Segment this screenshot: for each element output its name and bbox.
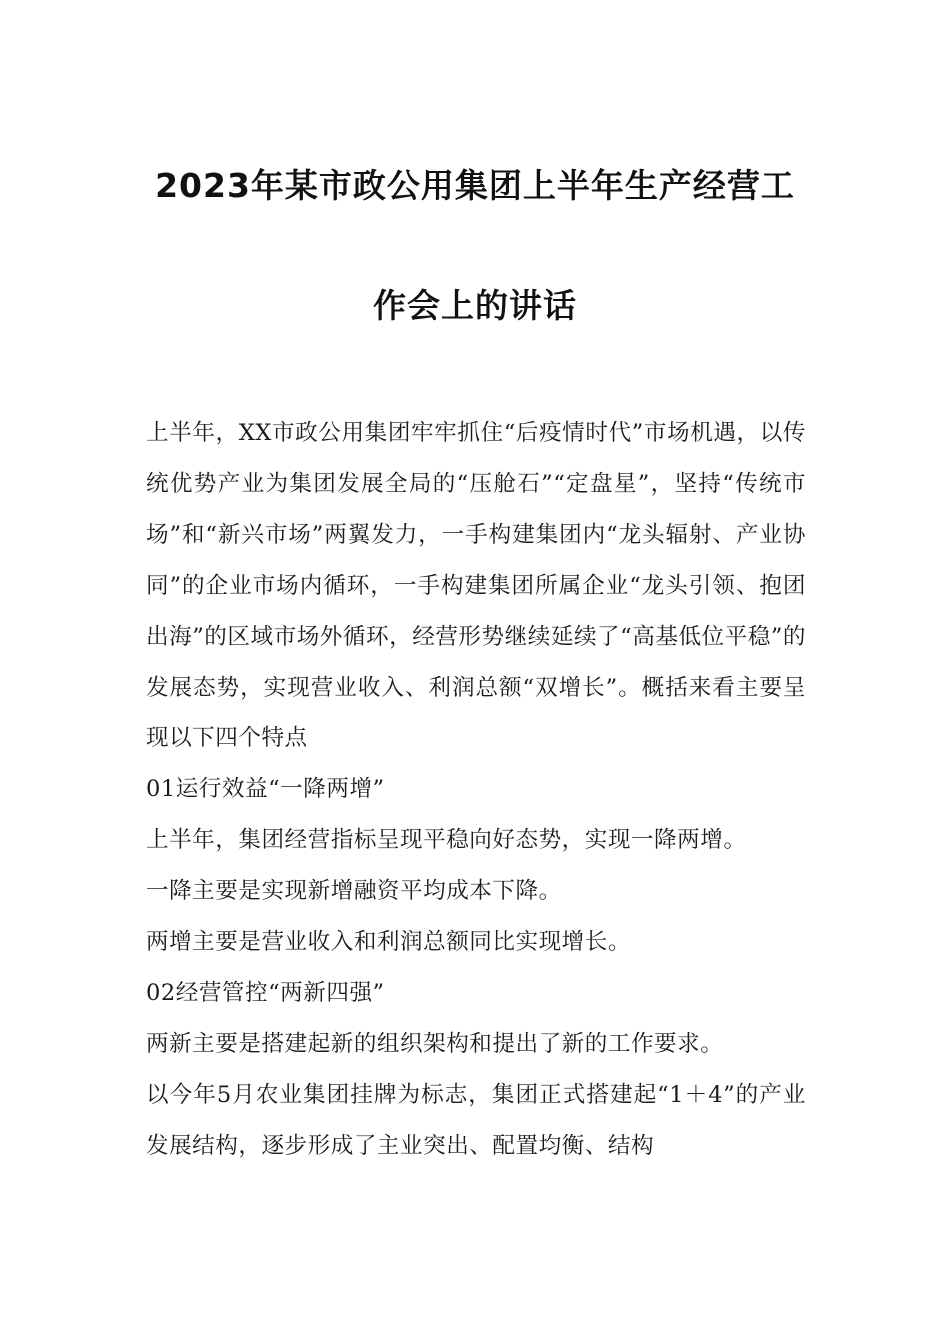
section-heading-02: 02经营管控“两新四强” [146,979,385,1006]
paragraph: 一降主要是实现新增融资平均成本下降。 [146,878,562,905]
paragraph: 以今年5月农业集团挂牌为标志，集团正式搭建起“1＋4”的产业发展结构，逐步形成了主业突出、配置均衡、结构 [146,1081,806,1159]
paragraph: 两增主要是营业收入和利润总额同比实现增长。 [146,929,631,956]
document-title-line-2: 作会上的讲话 [373,286,577,325]
paragraph: 上半年，集团经营指标呈现平稳向好态势，实现一降两增。 [146,827,747,854]
section-heading-01: 01运行效益“一降两增” [146,776,385,803]
document-title-line-1: 2023年某市政公用集团上半年生产经营工 [155,166,795,205]
document-body [146,408,806,1172]
paragraph: 两新主要是搭建起新的组织架构和提出了新的工作要求。 [146,1030,724,1057]
intro-paragraph: 上半年，XX市政公用集团牢牢抓住“后疫情时代”市场机遇，以传统优势产业为集团发展全局的“压舱石”“定盘星”，坚持“传统市场”和“新兴市场”两翼发力，一手构建集团内“龙头辐射、产业协同”的企业市场内循环，一手构建集团所属企业“龙头引领、抱团出海”的区域市场外循环，经营形势继续延续了“高基低位平稳”的发展态势，实现营业收入、利润总额“双增长”。概括来看主要呈现以下四个特点 [146,420,806,752]
